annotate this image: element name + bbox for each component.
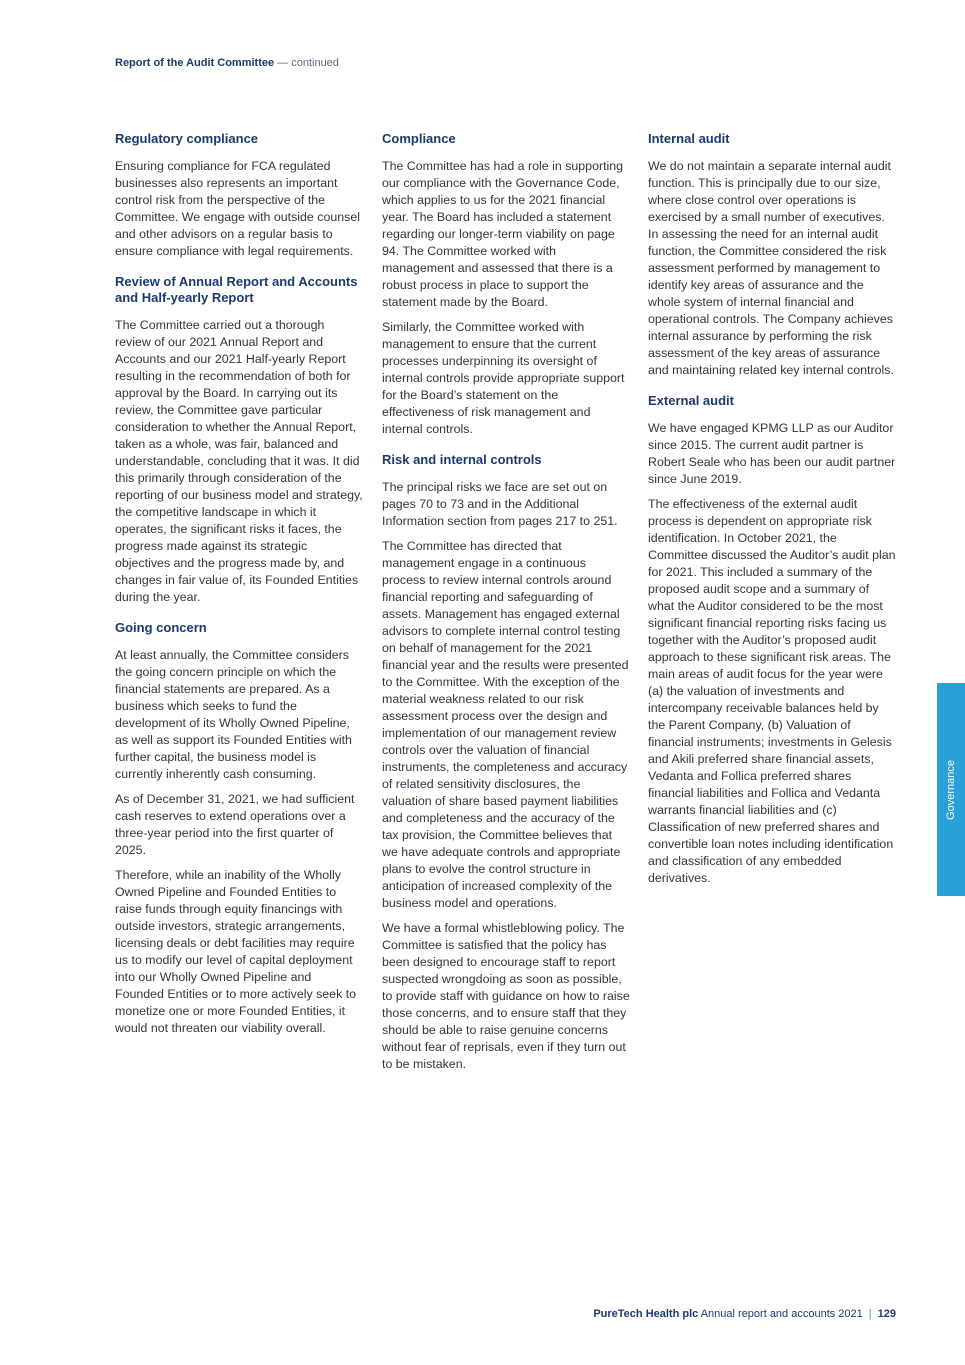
section-external-audit <box>648 393 896 887</box>
footer-publication: Annual report and accounts 2021 <box>700 1308 863 1320</box>
section-heading: Regulatory compliance <box>115 131 259 146</box>
section-risk-internal-controls <box>382 452 630 1073</box>
column-3 <box>648 131 896 901</box>
footer-separator: | <box>868 1308 872 1320</box>
paragraph: The Committee has had a role in supporting our compliance with the Governance Code, which applies to us for the 2021 financial year. The Board has included a statement regarding our longer-term viability on page 94. The Committee worked with management and assessed that there is a robust process in place to support the statement made by the Board. <box>382 159 624 309</box>
header-title: Report of the Audit Committee <box>115 57 275 69</box>
paragraph: Ensuring compliance for FCA regulated businesses also represents an important control risk from the perspective of the Committee. We engage with outside counsel and other advisors on a regular basis to ensure compliance with legal requirements. <box>115 159 360 258</box>
section-compliance <box>382 131 630 438</box>
section-regulatory-compliance <box>115 131 363 260</box>
section-heading: Compliance <box>382 131 456 146</box>
section-heading: External audit <box>648 393 734 408</box>
paragraph: Similarly, the Committee worked with management to ensure that the current processes underpinning its oversight of internal controls provide appropriate support for the Board’s statement on the effectiveness of risk management and internal controls. <box>382 320 625 436</box>
paragraph: The effectiveness of the external audit process is dependent on appropriate risk identification. In October 2021, the Committee discussed the Auditor’s audit plan for 2021. This included a summary of the proposed audit scope and a summary of what the Auditor considered to be the most significant financial reporting risks facing us together with the Auditor’s proposed audit approach to these significant risk areas. The main areas of audit focus for the year were (a) the valuation of investments and intercompany receivable balances held by the Parent Company, (b) Valuation of financial instruments; investments in Gelesis and Akili preferred share financial assets, Vedanta and Follica preferred shares financial liabilities and Follica and Vedanta warrants financial liabilities and (c) Classification of new preferred shares and convertible loan notes including identification and classification of any embedded derivatives. <box>648 497 896 885</box>
column-1 <box>115 131 363 1051</box>
page-footer <box>593 1308 896 1320</box>
section-internal-audit <box>648 131 896 379</box>
column-2 <box>382 131 630 1087</box>
paragraph: We have engaged KPMG LLP as our Auditor since 2015. The current audit partner is Robert Seale who has been our audit partner since June 2019. <box>648 421 896 486</box>
governance-side-tab <box>937 683 965 896</box>
paragraph: We have a formal whistleblowing policy. The Committee is satisfied that the policy has been designed to encourage staff to report suspected wrongdoing as soon as possible, to provide staff with guidance on how to raise those concerns, and to ensure staff that they should be able to raise genuine concerns without fear of reprisals, even if they turn out to be mistaken. <box>382 921 630 1071</box>
paragraph: Therefore, while an inability of the Wholly Owned Pipeline and Founded Entities to raise funds through equity financings with outside investors, strategic arrangements, licensing deals or debt facilities may require us to modify our level of capital deployment into our Wholly Owned Pipeline and Founded Entities or to more actively seek to monetize one or more Founded Entities, it would not threaten our viability overall. <box>115 868 357 1035</box>
paragraph: The Committee has directed that management engage in a continuous process to review internal controls around financial reporting and safeguarding of assets. Management has engaged external advisors to complete internal control testing on behalf of management for the 2021 financial year and the results were presented to the Committee. With the exception of the material weakness related to our risk assessment process over the design and implementation of our management review controls over the valuation of financial instruments, the completeness and accuracy of related sensitivity disclosures, the valuation of share based payment liabilities and completeness and the accuracy of the tax provision, the Committee believes that we have adequate controls and appropriate plans to evolve the control structure in anticipation of increased complexity of the business model and operations. <box>382 539 629 910</box>
section-review-annual-report <box>115 274 363 606</box>
paragraph: As of December 31, 2021, we had sufficient cash reserves to extend operations over a three-year period into the first quarter of 2025. <box>115 792 355 857</box>
footer-company: PureTech Health plc <box>593 1308 699 1320</box>
section-heading: Review of Annual Report and Accounts and Half-yearly Report <box>115 274 358 305</box>
paragraph: We do not maintain a separate internal audit function. This is principally due to our size, where close control over operations is exercised by a small number of executives. In assessing the need for an internal audit function, the Committee considered the risk assessment performed by management to identify key areas of assurance and the whole system of internal financial and operational controls. The Company achieves internal assurance by performing the risk assessment of the key areas of assurance and maintaining related key internal controls. <box>648 159 894 377</box>
section-heading: Risk and internal controls <box>382 452 542 467</box>
paragraph: At least annually, the Committee considers the going concern principle on which the financial statements are prepared. As a business which seeks to fund the development of its Wholly Owned Pipeline, as well as support its Founded Entities with further capital, the business model is currently inherently cash consuming. <box>115 648 352 781</box>
section-heading: Internal audit <box>648 131 730 146</box>
section-going-concern <box>115 620 363 1037</box>
section-heading: Going concern <box>115 620 207 635</box>
page-number: 129 <box>877 1308 896 1320</box>
paragraph: The principal risks we face are set out on pages 70 to 73 and in the Additional Information section from pages 217 to 251. <box>382 480 618 528</box>
side-tab-label: Governance <box>945 759 957 820</box>
paragraph: The Committee carried out a thorough review of our 2021 Annual Report and Accounts and our 2021 Half-yearly Report resulting in the recommendation of both for approval by the Board. In carrying out its review, the Committee gave particular consideration to whether the Annual Report, taken as a whole, was fair, balanced and understandable, concluding that it was. It did this primarily through consideration of the reporting of our business model and strategy, the competitive landscape in which it operates, the significant risks it faces, the progress made against its strategic objectives and the progress made by, and changes in fair value of, its Founded Entities during the year. <box>115 318 363 604</box>
running-header <box>115 57 339 69</box>
header-suffix: — continued <box>277 57 339 69</box>
